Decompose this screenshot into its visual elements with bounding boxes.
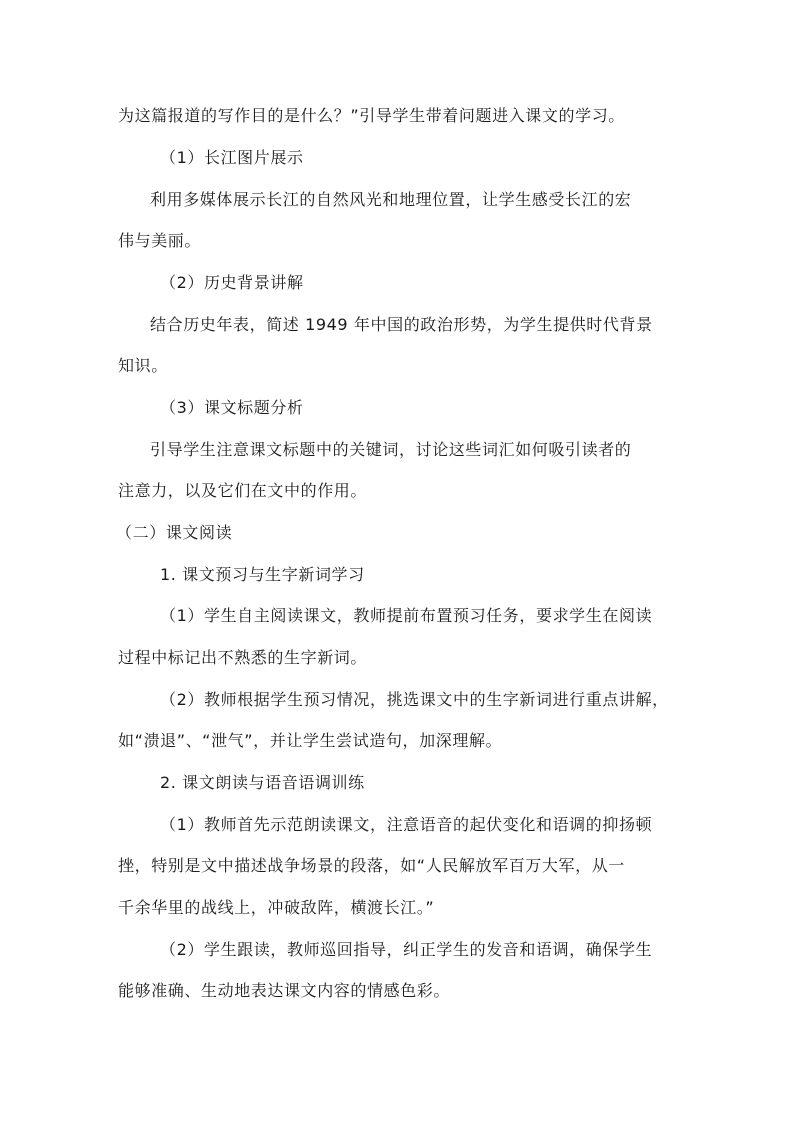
numbered-heading: 1. 课文预习与生字新词学习 [160,565,365,584]
text-line: 过程中标记出不熟悉的生字新词。 [118,648,368,667]
text-line: 千余华里的战线上，冲破敌阵，横渡长江。” [118,898,435,917]
numbered-heading: 2. 课文朗读与语音语调训练 [160,773,365,792]
text-line: 结合历史年表，简述 1949 年中国的政治形势，为学生提供时代背景 [150,315,653,334]
text-line: （1）学生自主阅读课文，教师提前布置预习任务，要求学生在阅读 [160,606,653,625]
text-line: 利用多媒体展示长江的自然风光和地理位置，让学生感受长江的宏 [150,190,632,209]
text-line: 引导学生注意课文标题中的关键词，讨论这些词汇如何吸引读者的 [150,440,632,459]
text-line: 为这篇报道的写作目的是什么？”引导学生带着问题进入课文的学习。 [118,106,625,125]
subsection-heading: （2）历史背景讲解 [160,273,304,292]
text-line: 挫，特别是文中描述战争场景的段落，如“人民解放军百万大军，从一 [118,856,625,875]
text-line: （2）教师根据学生预习情况，挑选课文中的生字新词进行重点讲解， [160,690,669,709]
text-line: 能够准确、生动地表达课文内容的情感色彩。 [118,981,451,1000]
text-line: 伟与美丽。 [118,231,202,250]
text-line: （2）学生跟读，教师巡回指导，纠正学生的发音和语调，确保学生 [160,940,653,959]
text-line: （1）教师首先示范朗读课文，注意语音的起伏变化和语调的抑扬顿 [160,815,653,834]
text-line: 注意力，以及它们在文中的作用。 [118,481,368,500]
subsection-heading: （3）课文标题分析 [160,398,304,417]
subsection-heading: （1）长江图片展示 [160,148,304,167]
text-line: 知识。 [118,356,168,375]
section-heading: （二）课文阅读 [116,523,233,542]
text-line: 如“溃退”、“泄气”，并让学生尝试造句，加深理解。 [118,731,503,750]
